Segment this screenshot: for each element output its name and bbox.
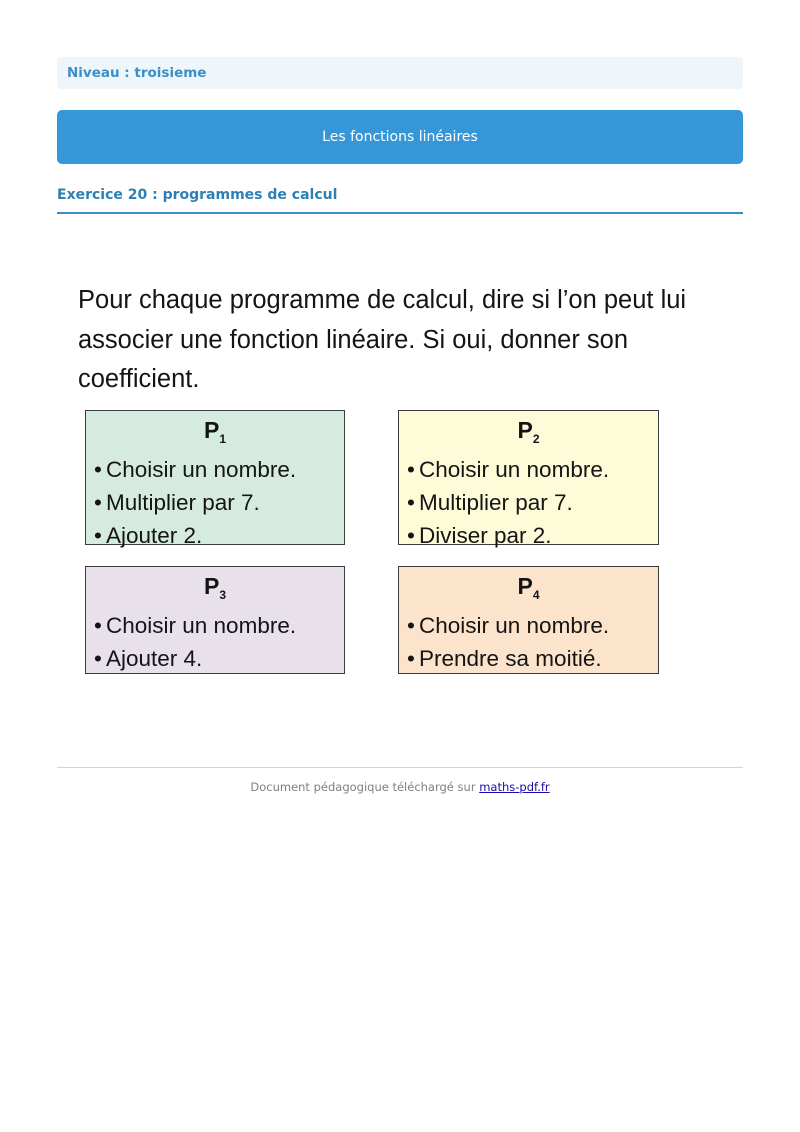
bullet-icon: • xyxy=(94,613,102,638)
program-letter: P xyxy=(517,573,533,599)
program-step xyxy=(407,486,658,519)
program-step-text: Prendre sa moitié. xyxy=(419,646,602,671)
program-step xyxy=(407,519,658,552)
program-step xyxy=(407,453,658,486)
bullet-icon: • xyxy=(94,523,102,548)
program-letter: P xyxy=(203,417,220,443)
program-step xyxy=(407,609,658,642)
program-letter: P xyxy=(517,417,533,443)
program-index: 1 xyxy=(219,432,227,446)
program-step xyxy=(94,609,344,642)
bullet-icon: • xyxy=(94,646,102,671)
program-step xyxy=(94,486,344,519)
chapter-banner: Les fonctions linéaires xyxy=(57,110,743,164)
program-index: 4 xyxy=(532,588,540,602)
program-step-text: Multiplier par 7. xyxy=(106,490,260,515)
program-step xyxy=(407,642,658,675)
program-step xyxy=(94,453,344,486)
program-step-text: Diviser par 2. xyxy=(419,523,552,548)
exercise-statement: Pour chaque programme de calcul, dire si l’on peut lui associer une fonction linéaire. Si oui, donner son coefficient. xyxy=(78,286,687,393)
bullet-icon: • xyxy=(407,457,415,482)
program-box-p1 xyxy=(85,410,345,548)
bullet-icon: • xyxy=(407,490,415,515)
program-step-text: Choisir un nombre. xyxy=(419,457,610,482)
program-index: 3 xyxy=(219,588,227,602)
exercise-title: Exercice 20 : programmes de calcul xyxy=(57,186,743,214)
program-box-p4 xyxy=(398,566,659,674)
program-index: 2 xyxy=(532,432,540,446)
program-title xyxy=(399,572,658,609)
program-step-text: Ajouter 2. xyxy=(106,523,203,548)
bullet-icon: • xyxy=(94,490,102,515)
program-step xyxy=(94,642,344,675)
program-title xyxy=(399,416,658,453)
bullet-icon: • xyxy=(407,523,415,548)
bullet-icon: • xyxy=(407,613,415,638)
bullet-icon: • xyxy=(407,646,415,671)
program-box-p2 xyxy=(398,410,659,548)
program-step xyxy=(94,519,344,552)
program-title xyxy=(86,572,344,609)
program-title xyxy=(86,416,344,453)
program-letter: P xyxy=(203,573,220,599)
program-box-p3 xyxy=(85,566,345,674)
level-label: Niveau : troisieme xyxy=(57,57,743,89)
bullet-icon: • xyxy=(94,457,102,482)
program-step-text: Multiplier par 7. xyxy=(419,490,573,515)
program-step-text: Ajouter 4. xyxy=(106,646,203,671)
footer-link[interactable]: maths-pdf.fr xyxy=(479,780,550,794)
program-step-text: Choisir un nombre. xyxy=(419,613,610,638)
footer-divider xyxy=(57,767,743,768)
footer xyxy=(57,780,743,794)
program-step-text: Choisir un nombre. xyxy=(106,613,297,638)
footer-text: Document pédagogique téléchargé sur xyxy=(250,780,480,794)
program-step-text: Choisir un nombre. xyxy=(106,457,297,482)
